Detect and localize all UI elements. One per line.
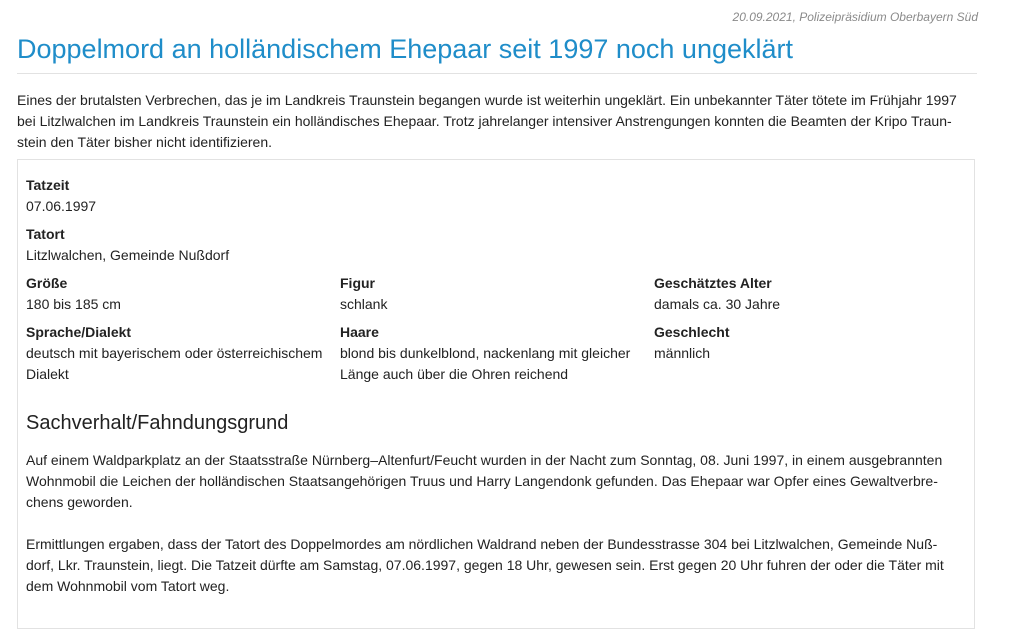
- intro-line: Eines der brutalsten Verbrechen, das je im Landkreis Traunstein begangen wurde ist weiterhin ungeklärt. Ein unbekannter Täter tötete im Frühjahr 1997: [17, 92, 957, 108]
- paragraph-line: Wohnmobil die Leichen der holländischen Staatsangehörigen Truus und Harry Langendonk gefunden. Das Ehepaar war Opfer eines Gewaltverbre-: [26, 473, 938, 489]
- paragraph-line: dem Wohnmobil vom Tatort weg.: [26, 578, 230, 594]
- field-value: Litzlwalchen, Gemeinde Nußdorf: [26, 247, 230, 263]
- field-value: deutsch mit bayerischem oder österreichischem: [26, 345, 323, 361]
- field-tatort: [26, 224, 229, 266]
- field-value: Dialekt: [26, 366, 69, 382]
- field-value: männlich: [654, 345, 711, 361]
- field-label: Größe: [26, 275, 68, 291]
- paragraph-line: chens geworden.: [26, 494, 133, 510]
- paragraph-line: Ermittlungen ergaben, dass der Tatort des Doppelmordes am nördlichen Waldrand neben der Bundesstrasse 304 bei Litzlwalchen, Gemeinde Nuß-: [26, 536, 938, 552]
- field-tatzeit: [26, 175, 96, 217]
- field-geschaetztes-alter: [654, 273, 780, 315]
- field-sprache-dialekt: [26, 322, 322, 385]
- paragraph-line: dorf, Lkr. Traunstein, liegt. Die Tatzeit dürfte am Samstag, 07.06.1997, gegen 18 Uhr, gewesen sein. Erst gegen 20 Uhr fuhren der oder die Täter mit: [26, 557, 944, 573]
- field-label: Figur: [340, 275, 375, 291]
- publication-meta: 20.09.2021, Polizeipräsidium Oberbayern Süd: [732, 10, 978, 24]
- field-label: Haare: [340, 324, 379, 340]
- field-value: 07.06.1997: [26, 198, 97, 214]
- field-groesse: [26, 273, 121, 315]
- field-value: damals ca. 30 Jahre: [654, 296, 781, 312]
- field-value: schlank: [340, 296, 388, 312]
- field-value: blond bis dunkelblond, nackenlang mit gleicher: [340, 345, 631, 361]
- page-title: Doppelmord an holländischem Ehepaar seit 1997 noch ungeklärt: [17, 34, 977, 74]
- field-value: Länge auch über die Ohren reichend: [340, 366, 569, 382]
- paragraph-line: Auf einem Waldparkplatz an der Staatsstraße Nürnberg–Altenfurt/Feucht wurden in der Nacht zum Sonntag, 08. Juni 1997, in einem ausgebrannten: [26, 452, 943, 468]
- field-label: Sprache/Dialekt: [26, 324, 132, 340]
- field-label: Tatort: [26, 226, 65, 242]
- field-label: Geschlecht: [654, 324, 730, 340]
- section-heading: Sachverhalt/Fahndungsgrund: [26, 412, 289, 434]
- paragraph-ermittlungen: [26, 534, 961, 597]
- paragraph-sachverhalt: [26, 450, 961, 513]
- intro-line: bei Litzlwalchen im Landkreis Traunstein ein holländisches Ehepaar. Trotz jahrelanger intensiver Anstrengungen konnten die Beamten der Kripo Traun-: [17, 113, 952, 129]
- field-geschlecht: [654, 322, 729, 364]
- field-value: 180 bis 185 cm: [26, 296, 121, 312]
- intro-line: stein den Täter bisher nicht identifizieren.: [17, 134, 272, 150]
- field-label: Tatzeit: [26, 177, 70, 193]
- field-figur: [340, 273, 387, 315]
- field-label: Geschätztes Alter: [654, 275, 772, 291]
- field-haare: [340, 322, 630, 385]
- case-details-box: [17, 159, 975, 629]
- intro-text: [17, 90, 979, 153]
